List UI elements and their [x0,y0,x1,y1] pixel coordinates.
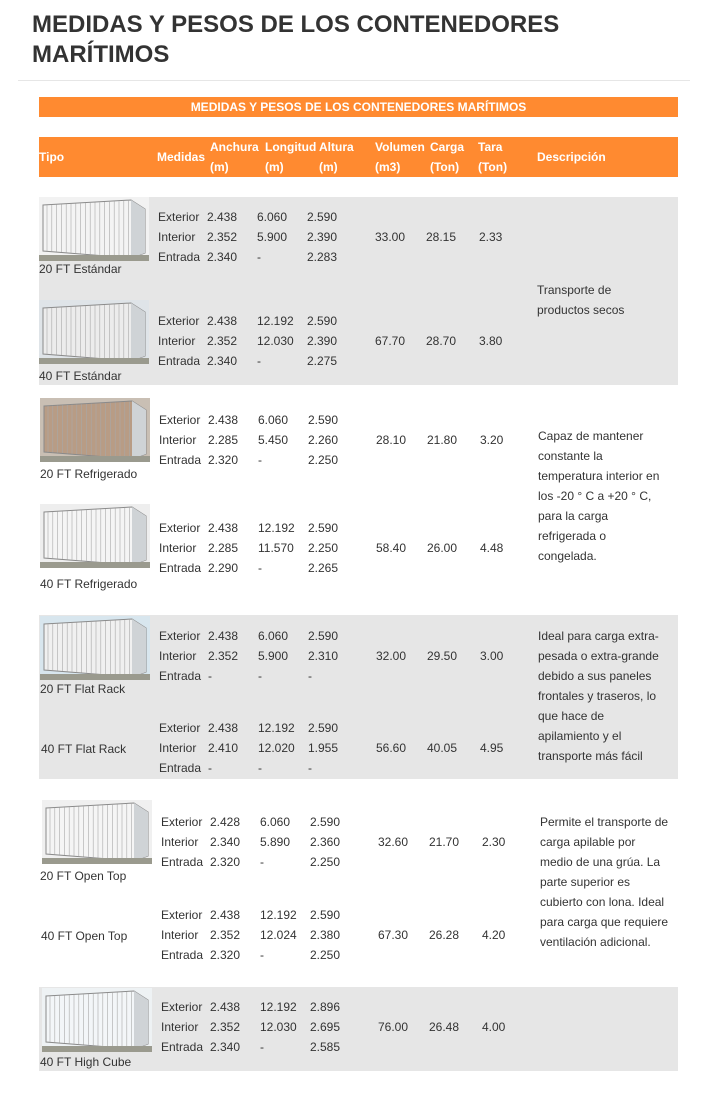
container-photo [39,197,149,261]
container-group-row [39,615,678,779]
anchura-value: 2.438 [208,521,239,535]
anchura-value: 2.438 [207,210,238,224]
description-line: Permite el transporte de [540,815,669,829]
altura-value: 2.590 [308,413,339,427]
anchura-value: 2.438 [210,908,241,922]
longitud-value: 6.060 [260,815,291,829]
description-line: que hace de [538,709,605,723]
altura-value: 1.955 [308,741,339,755]
measure-label: Exterior [158,314,200,328]
measure-label: Interior [159,433,197,447]
altura-value: - [308,669,312,683]
anchura-value: - [208,761,212,775]
longitud-value: 6.060 [258,413,289,427]
container-type: 40 FT Flat Rack [41,742,127,756]
longitud-value: 12.192 [258,721,295,735]
description-line: refrigerada o [538,529,607,543]
measure-label: Entrada [161,855,204,869]
carga-value: 29.50 [427,649,458,663]
carga-value: 40.05 [427,741,458,755]
header-anchura-unit: (m) [210,160,229,174]
longitud-value: 5.900 [257,230,288,244]
measure-label: Exterior [159,521,201,535]
altura-value: 2.590 [308,521,339,535]
tara-value: 2.33 [479,230,503,244]
longitud-value: - [260,948,264,962]
description-line: transporte más fácil [538,749,643,763]
altura-value: 2.695 [310,1020,341,1034]
container-type: 40 FT Refrigerado [40,577,138,591]
altura-value: 2.590 [307,210,338,224]
measure-label: Exterior [161,815,203,829]
measure-label: Exterior [159,413,201,427]
measure-label: Interior [161,1020,199,1034]
anchura-value: 2.438 [208,721,239,735]
altura-value: 2.590 [308,721,339,735]
description-line: pesada o extra-grande [538,649,659,663]
carga-value: 26.28 [429,928,460,942]
measure-label: Entrada [159,453,202,467]
altura-value: 2.250 [310,855,341,869]
header-tara-unit: (Ton) [478,160,508,174]
volumen-value: 56.60 [376,741,407,755]
description-line: Transporte de [537,283,612,297]
carga-value: 21.70 [429,835,460,849]
volumen-value: 76.00 [378,1020,409,1034]
anchura-value: 2.340 [210,835,241,849]
header-volumen-unit: (m3) [375,160,401,174]
longitud-value: 12.192 [260,1000,297,1014]
header-medidas: Medidas [157,150,206,164]
measure-label: Exterior [159,629,201,643]
altura-value: 2.590 [310,815,341,829]
anchura-value: 2.352 [207,334,238,348]
container-photo [42,800,152,864]
anchura-value: 2.352 [210,1020,241,1034]
altura-value: 2.310 [308,649,339,663]
tara-value: 4.95 [480,741,504,755]
anchura-value: - [208,669,212,683]
measure-label: Interior [161,928,199,942]
altura-value: 2.390 [307,334,338,348]
measure-label: Entrada [161,1040,204,1054]
header-tara: Tara [478,140,503,154]
measure-label: Interior [159,649,197,663]
altura-value: 2.275 [307,354,338,368]
longitud-value: 12.030 [257,334,294,348]
longitud-value: 12.192 [260,908,297,922]
measure-label: Interior [159,741,197,755]
longitud-value: 5.890 [260,835,291,849]
description-line: Ideal para carga extra- [538,629,659,643]
container-type: 40 FT Estándar [39,369,122,383]
container-type: 20 FT Estándar [39,262,122,276]
longitud-value: - [258,453,262,467]
tara-value: 3.20 [480,433,504,447]
longitud-value: 6.060 [258,629,289,643]
container-group-row [39,987,678,1071]
container-group-row [39,197,678,385]
description-line: ventilación adicional. [540,935,651,949]
container-type: 20 FT Open Top [40,869,127,883]
anchura-value: 2.285 [208,433,239,447]
longitud-value: 12.030 [260,1020,297,1034]
longitud-value: 12.192 [257,314,294,328]
anchura-value: 2.438 [208,629,239,643]
longitud-value: - [260,1040,264,1054]
tara-value: 2.30 [482,835,506,849]
anchura-value: 2.428 [210,815,241,829]
measure-label: Entrada [158,250,201,264]
anchura-value: 2.320 [208,453,239,467]
header-volumen: Volumen [375,140,425,154]
measure-label: Exterior [158,210,200,224]
header-anchura: Anchura [210,140,259,154]
carga-value: 28.70 [426,334,457,348]
header-carga: Carga [430,140,465,154]
description-line: temperatura interior en [538,469,660,483]
measure-label: Interior [161,835,199,849]
altura-value: 2.380 [310,928,341,942]
altura-value: 2.250 [310,948,341,962]
tara-value: 3.00 [480,649,504,663]
measure-label: Exterior [161,1000,203,1014]
description-line: constante la [538,449,603,463]
tara-value: 3.80 [479,334,503,348]
longitud-value: 11.570 [258,541,294,555]
container-photo [40,616,150,680]
description-line: debido a sus paneles [538,669,652,683]
description-line: apilamiento y el [538,729,622,743]
anchura-value: 2.352 [208,649,239,663]
volumen-value: 67.70 [375,334,406,348]
container-description [538,426,659,566]
carga-value: 28.15 [426,230,457,244]
container-group-row [39,396,678,604]
header-carga-unit: (Ton) [430,160,460,174]
anchura-value: 2.438 [208,413,239,427]
longitud-value: - [258,669,262,683]
altura-value: 2.590 [310,908,341,922]
header-longitud-unit: (m) [265,160,284,174]
volumen-value: 32.00 [376,649,407,663]
measure-label: Interior [159,541,197,555]
longitud-value: 12.020 [258,741,295,755]
anchura-value: 2.340 [207,354,238,368]
tara-value: 4.00 [482,1020,506,1034]
measure-label: Entrada [161,948,204,962]
altura-value: 2.590 [308,629,339,643]
description-line: frontales y traseros, lo [538,689,657,703]
measure-label: Interior [158,334,196,348]
header-descripcion: Descripción [537,150,606,164]
altura-value: 2.896 [310,1000,341,1014]
measure-label: Exterior [161,908,203,922]
measure-label: Entrada [159,761,202,775]
header-altura: Altura [319,140,354,154]
description-line: para carga que requiere [540,915,669,929]
container-photo [40,398,150,462]
anchura-value: 2.352 [207,230,238,244]
header-altura-unit: (m) [319,160,338,174]
container-type: 20 FT Flat Rack [40,682,126,696]
measure-label: Entrada [159,561,202,575]
longitud-value: 6.060 [257,210,288,224]
container-type: 40 FT High Cube [40,1055,132,1069]
measure-label: Interior [158,230,196,244]
anchura-value: 2.438 [207,314,238,328]
anchura-value: 2.410 [208,741,239,755]
anchura-value: 2.340 [210,1040,241,1054]
longitud-value: - [257,354,261,368]
altura-value: 2.585 [310,1040,341,1054]
description-line: cubierto con lona. Ideal [540,895,665,909]
table-header [39,137,678,177]
longitud-value: 5.900 [258,649,289,663]
anchura-value: 2.285 [208,541,239,555]
altura-value: 2.265 [308,561,339,575]
container-description [537,280,624,320]
altura-value: 2.260 [308,433,339,447]
altura-value: - [308,761,312,775]
volumen-value: 28.10 [376,433,407,447]
header-longitud: Longitud [265,140,317,154]
tara-value: 4.48 [480,541,504,555]
altura-value: 2.590 [307,314,338,328]
container-photo [39,300,149,364]
altura-value: 2.250 [308,453,339,467]
container-description [538,626,659,766]
title-divider [18,80,690,81]
container-description [540,812,668,952]
carga-value: 21.80 [427,433,458,447]
altura-value: 2.283 [307,250,338,264]
longitud-value: - [258,561,262,575]
description-line: parte superior es [540,875,631,889]
container-photo [40,504,150,568]
carga-value: 26.48 [429,1020,460,1034]
description-line: medio de una grúa. La [540,855,661,869]
altura-value: 2.360 [310,835,341,849]
altura-value: 2.390 [307,230,338,244]
longitud-value: - [257,250,261,264]
anchura-value: 2.352 [210,928,241,942]
description-line: congelada. [538,549,597,563]
anchura-value: 2.320 [210,855,241,869]
description-line: para la carga [538,509,609,523]
anchura-value: 2.438 [210,1000,241,1014]
anchura-value: 2.340 [207,250,238,264]
anchura-value: 2.320 [210,948,241,962]
longitud-value: 12.192 [258,521,295,535]
carga-value: 26.00 [427,541,458,555]
container-group-row [39,790,678,974]
table-caption: MEDIDAS Y PESOS DE LOS CONTENEDORES MARÍTIMOS [39,97,678,117]
longitud-value: - [260,855,264,869]
volumen-value: 67.30 [378,928,409,942]
tara-value: 4.20 [482,928,506,942]
anchura-value: 2.290 [208,561,239,575]
header-tipo: Tipo [39,150,65,164]
longitud-value: - [258,761,262,775]
longitud-value: 5.450 [258,433,289,447]
page-title: MEDIDAS Y PESOS DE LOS CONTENEDORES MARÍTIMOS [32,11,560,68]
volumen-value: 58.40 [376,541,407,555]
altura-value: 2.250 [308,541,339,555]
description-line: carga apilable por [540,835,636,849]
description-line: productos secos [537,303,625,317]
volumen-value: 32.60 [378,835,409,849]
volumen-value: 33.00 [375,230,406,244]
container-type: 40 FT Open Top [41,929,128,943]
container-photo [42,988,152,1052]
measure-label: Exterior [159,721,201,735]
description-line: los -20 ° C a +20 ° C, [538,489,652,503]
measure-label: Entrada [159,669,202,683]
measure-label: Entrada [158,354,201,368]
description-line: Capaz de mantener [538,429,644,443]
longitud-value: 12.024 [260,928,297,942]
container-type: 20 FT Refrigerado [40,467,138,481]
